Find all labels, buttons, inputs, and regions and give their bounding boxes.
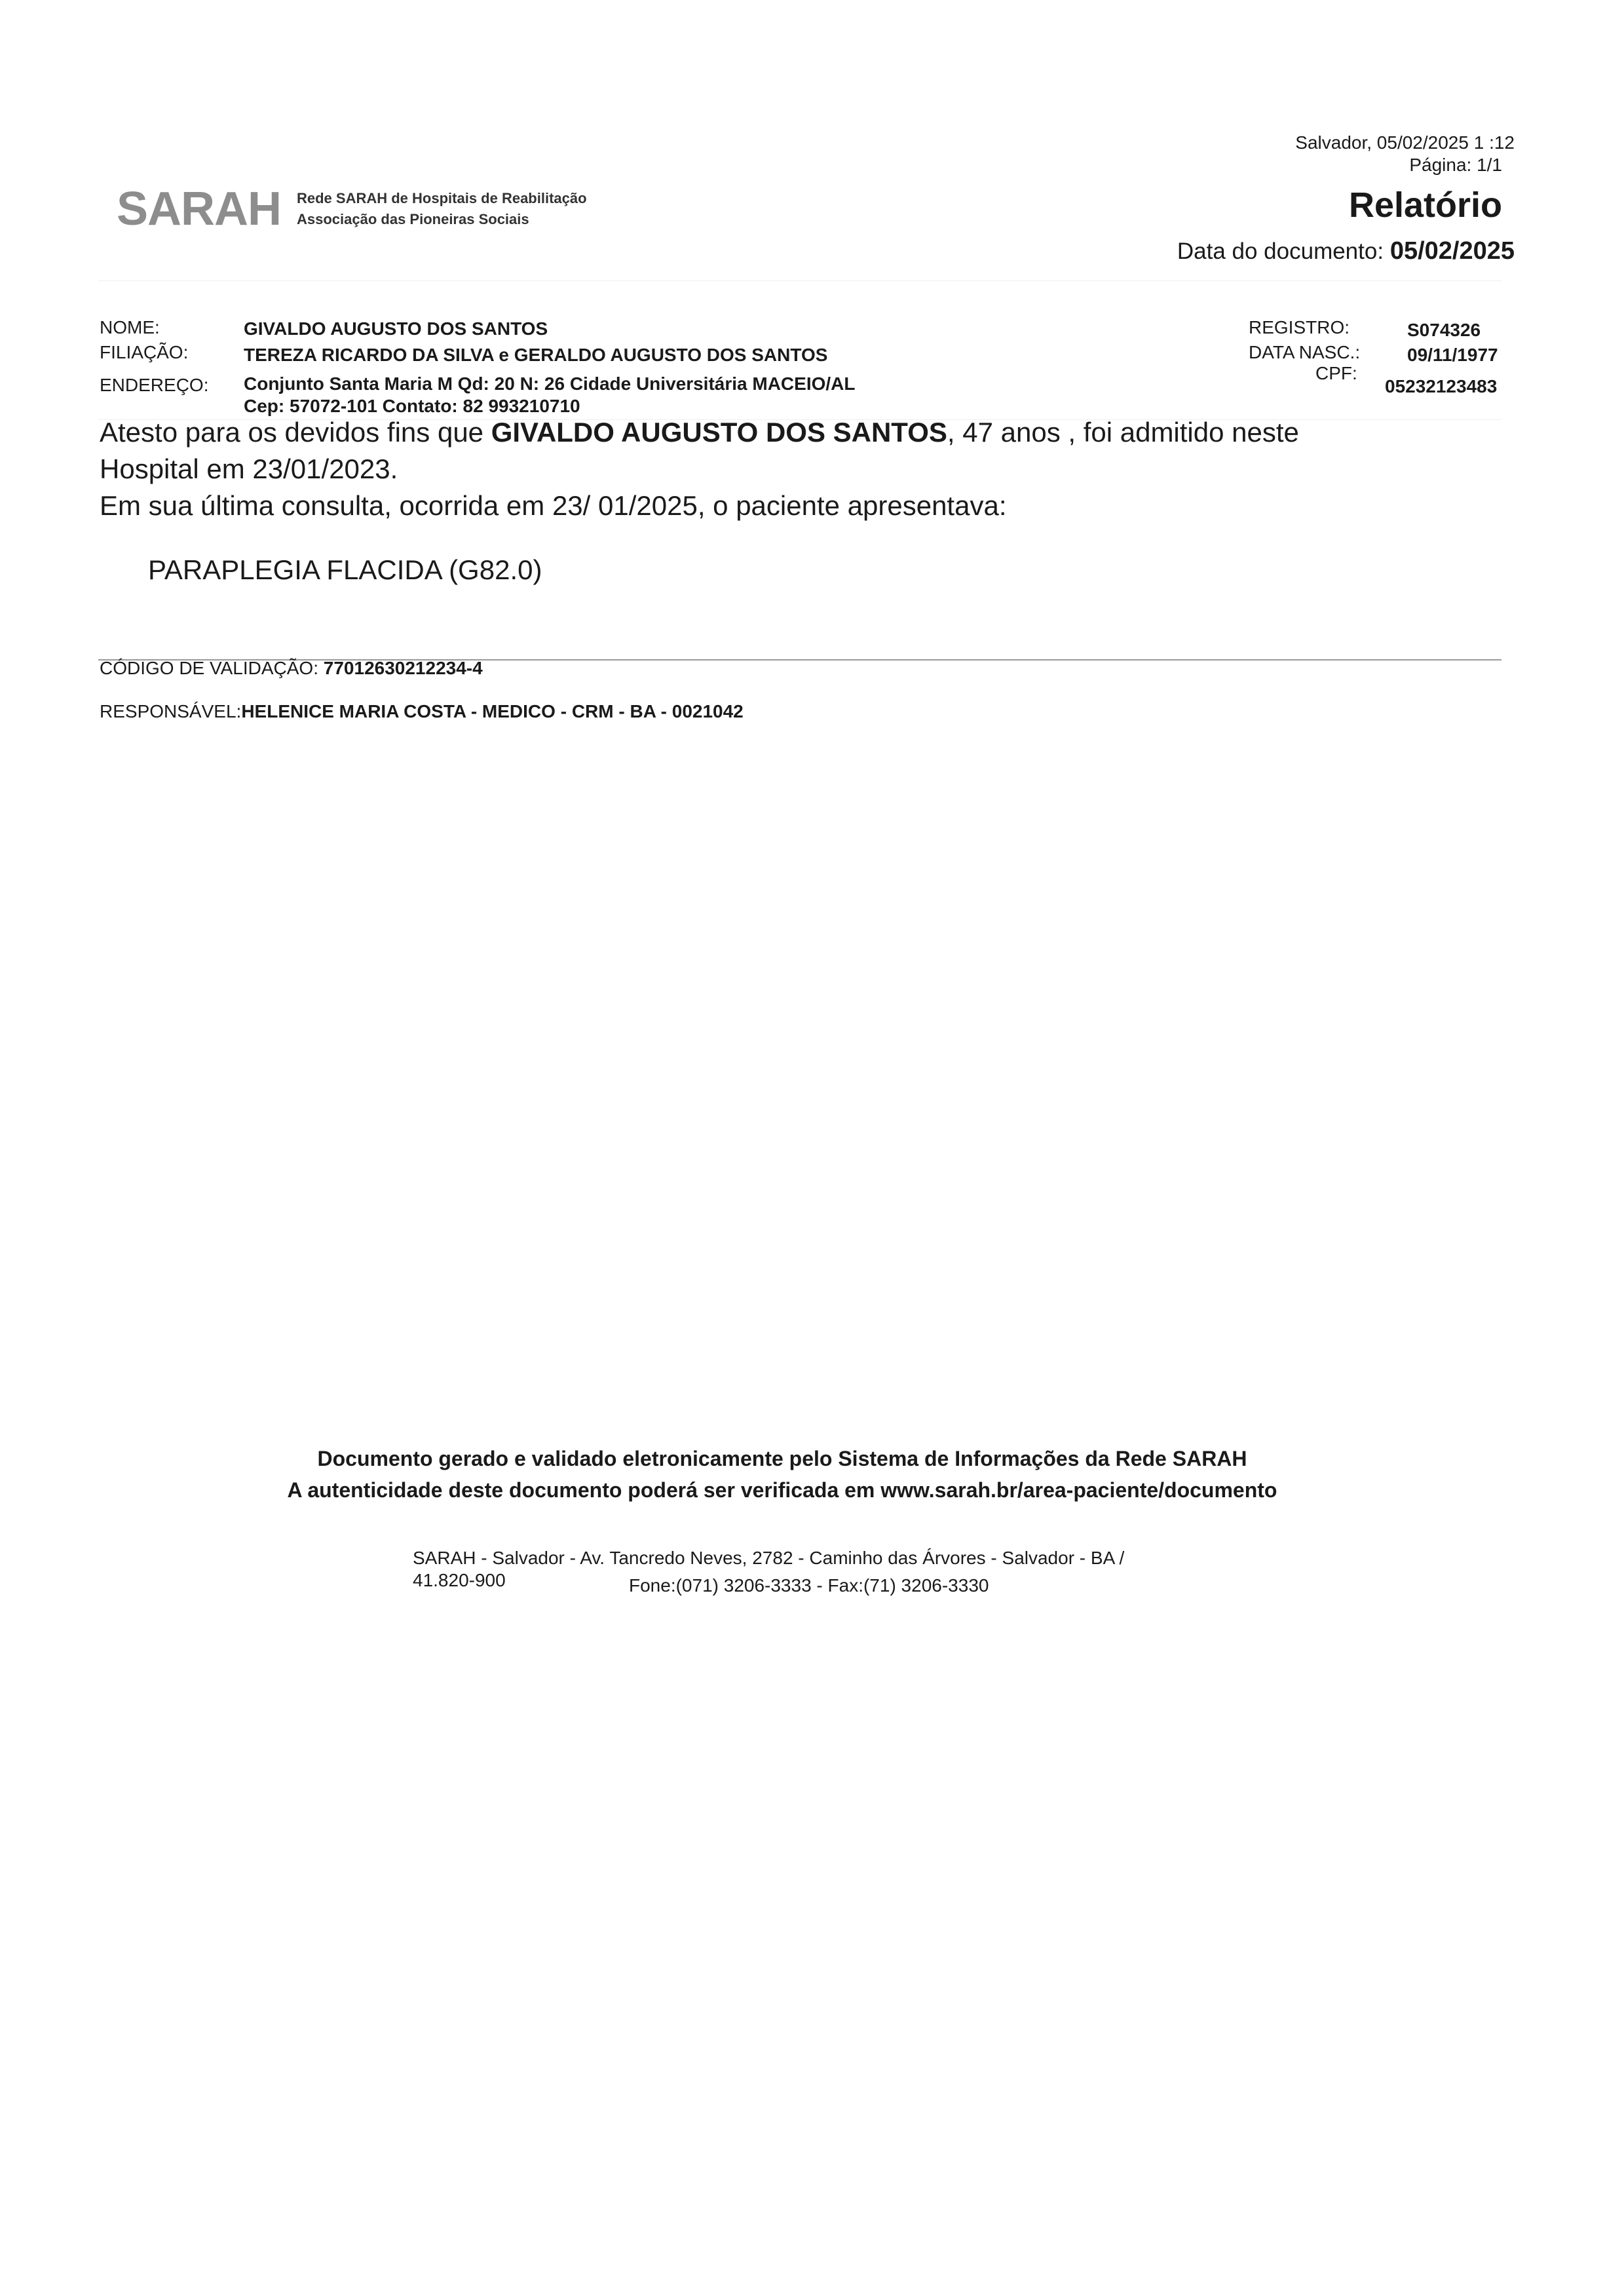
document-date-value: 05/02/2025 [1389, 237, 1515, 265]
document-date [1177, 237, 1515, 265]
attestation-pre: Atesto para os devidos fins que [100, 417, 491, 448]
document-title: Relatório [1348, 185, 1502, 225]
logo-wordmark: SARAH [117, 183, 282, 235]
registro-value: S074326 [1407, 320, 1481, 340]
diagnosis: PARAPLEGIA FLACIDA (G82.0) [148, 554, 542, 585]
footer-authenticity-note: A autenticidade deste documento poderá ser verificada em www.sarah.br/area-paciente/documento [287, 1478, 1277, 1502]
page-number: Página: 1/1 [1409, 155, 1502, 175]
endereco-label: ENDEREÇO: [100, 375, 209, 395]
attestation-line-2: Hospital em 23/01/2023. [100, 453, 398, 484]
attestation-text [100, 414, 1344, 524]
endereco-line-1: Conjunto Santa Maria M Qd: 20 N: 26 Cidade Universitária MACEIO/AL [244, 373, 856, 394]
validation-code-label: CÓDIGO DE VALIDAÇÃO: [100, 658, 324, 678]
nasc-value: 09/11/1977 [1407, 345, 1498, 365]
responsible-label: RESPONSÁVEL: [100, 701, 242, 721]
nasc-label: DATA NASC.: [1249, 342, 1361, 362]
cpf-label: CPF: [1315, 363, 1357, 383]
filiacao-value: TEREZA RICARDO DA SILVA e GERALDO AUGUSTO DOS SANTOS [244, 345, 828, 365]
attestation-post: , 47 anos , foi admitido neste [947, 417, 1299, 448]
filiacao-label: FILIAÇÃO: [100, 342, 189, 362]
validation-code-value: 77012630212234-4 [323, 658, 483, 678]
nome-value: GIVALDO AUGUSTO DOS SANTOS [244, 318, 548, 339]
logo-line-1: Rede SARAH de Hospitais de Reabilitação [297, 190, 587, 206]
attestation-line-1 [100, 414, 1344, 451]
footer-address-line-2: 41.820-900 [413, 1570, 506, 1590]
responsible [100, 701, 744, 722]
document-date-label: Data do documento: [1177, 239, 1384, 264]
validation-code [100, 658, 483, 679]
nome-label: NOME: [100, 317, 160, 337]
footer-address-line-1: SARAH - Salvador - Av. Tancredo Neves, 2782 - Caminho das Árvores - Salvador - BA / [413, 1548, 1125, 1568]
print-timestamp: Salvador, 05/02/2025 1 :12 [1295, 132, 1515, 153]
attestation-line-3: Em sua última consulta, ocorrida em 23/ 01/2025, o paciente apresentava: [100, 490, 1007, 521]
footer-phone: Fone:(071) 3206-3333 - Fax:(71) 3206-3330 [629, 1575, 989, 1596]
registro-label: REGISTRO: [1249, 317, 1350, 337]
attestation-patient-name: GIVALDO AUGUSTO DOS SANTOS [491, 417, 947, 448]
endereco-line-2: Cep: 57072-101 Contato: 82 993210710 [244, 396, 580, 416]
cpf-value: 05232123483 [1385, 376, 1498, 396]
sarah-logo [117, 183, 587, 235]
logo-line-2: Associação das Pioneiras Sociais [297, 211, 529, 227]
footer-generated-note: Documento gerado e validado eletronicamente pelo Sistema de Informações da Rede SARAH [317, 1447, 1247, 1470]
responsible-value: HELENICE MARIA COSTA - MEDICO - CRM - BA - 0021042 [241, 701, 744, 721]
header-divider [98, 280, 1501, 281]
